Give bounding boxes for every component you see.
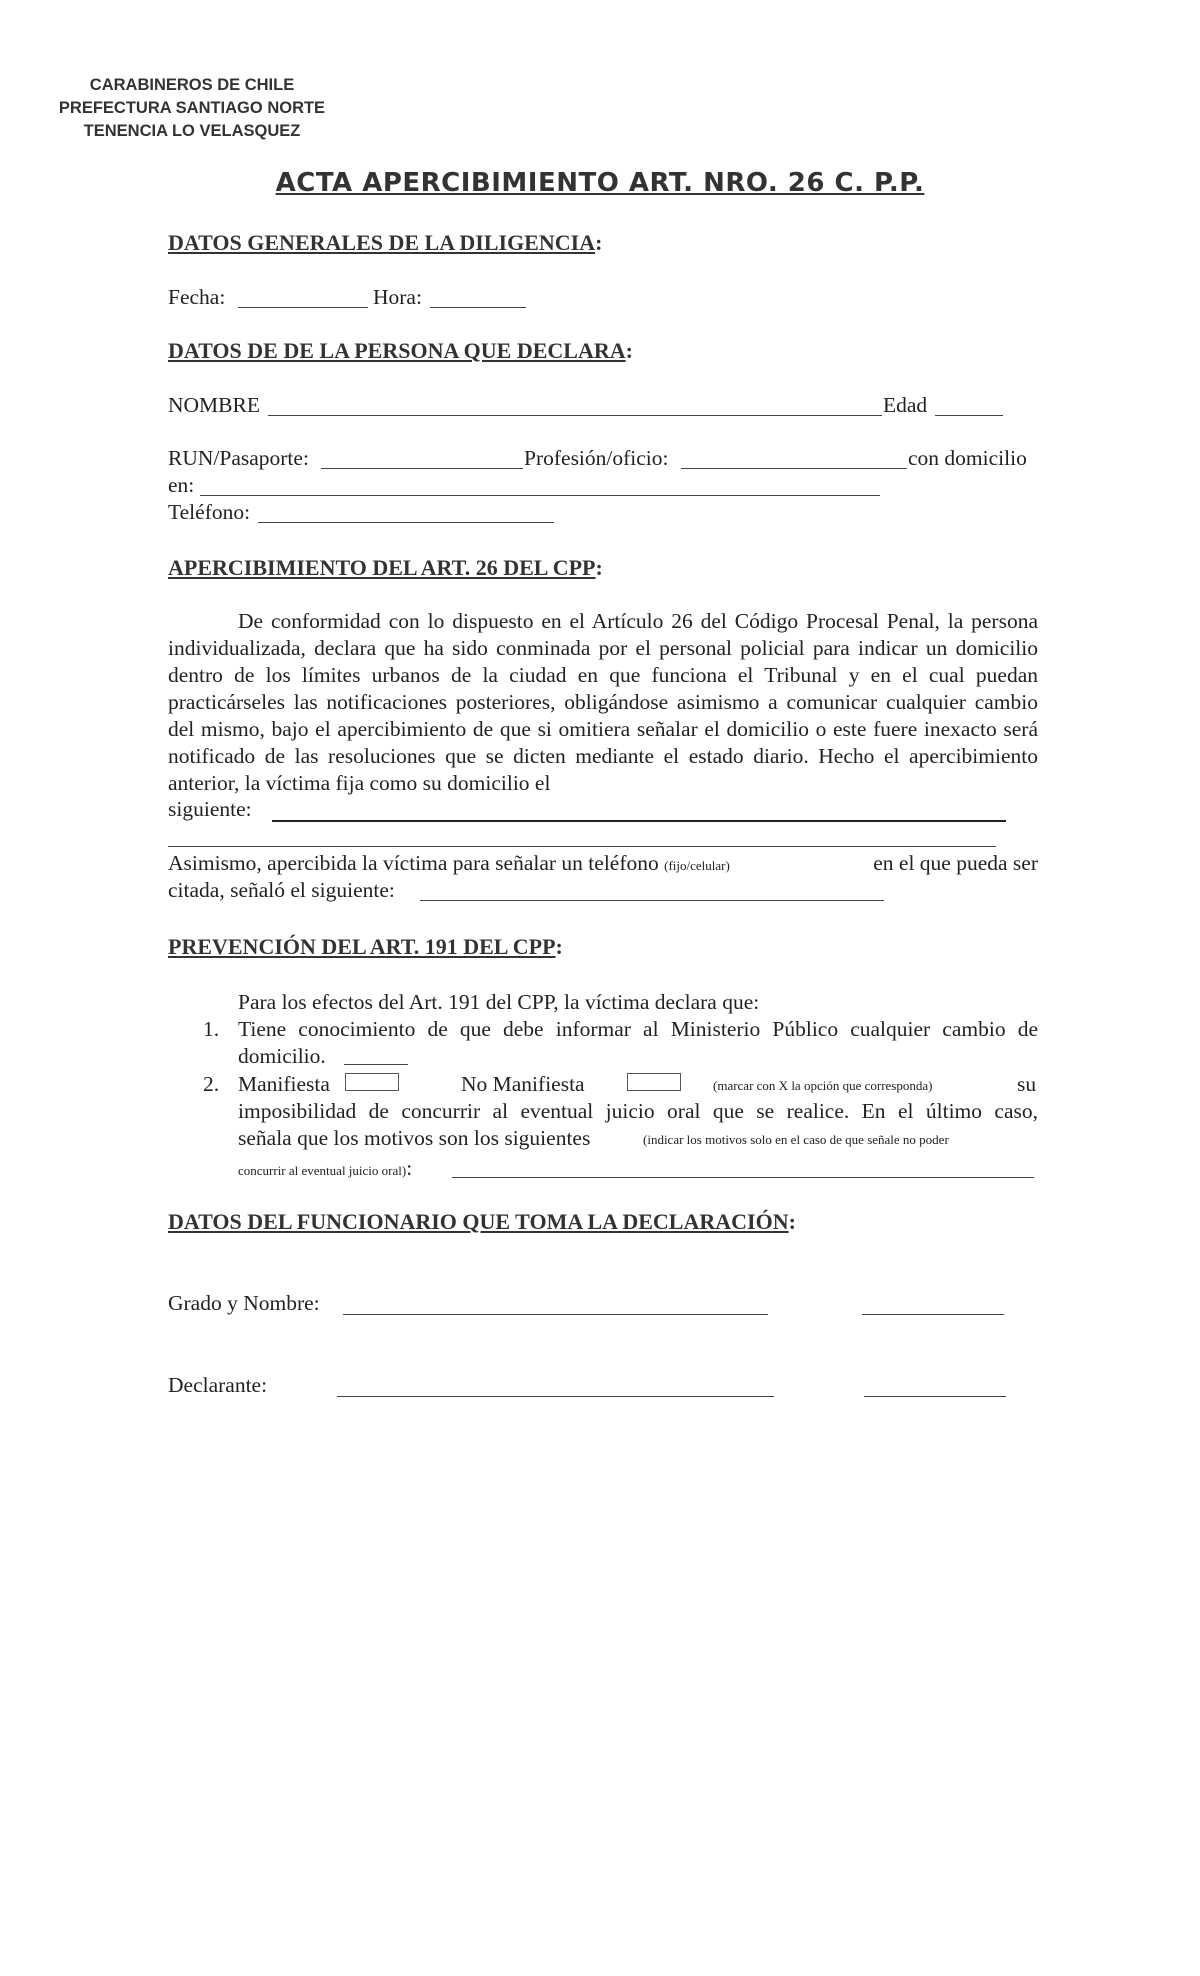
prevencion-intro: Para los efectos del Art. 191 del CPP, la víctima declara que: bbox=[238, 990, 760, 1014]
fijo-celular-note: (fijo/celular) bbox=[664, 858, 730, 873]
siguiente-label: siguiente: bbox=[168, 797, 252, 821]
header-line-3: TENENCIA LO VELASQUEZ bbox=[83, 122, 301, 140]
citada-label: citada, señaló el siguiente: bbox=[168, 878, 395, 902]
siguiente-field[interactable] bbox=[272, 820, 1006, 822]
header-line-1: CARABINEROS DE CHILE bbox=[89, 76, 295, 94]
hora-label: Hora: bbox=[373, 285, 422, 309]
section-apercibimiento-heading: APERCIBIMIENTO DEL ART. 26 DEL CPP bbox=[168, 555, 596, 580]
telefono-field[interactable] bbox=[258, 522, 554, 523]
item1-number: 1. bbox=[203, 1017, 220, 1041]
header-line-2: PREFECTURA SANTIAGO NORTE bbox=[58, 99, 326, 117]
item2-line3 bbox=[238, 1126, 590, 1151]
section-prevencion: PREVENCIÓN DEL ART. 191 DEL CPP: bbox=[168, 934, 563, 959]
item1-line2: domicilio. bbox=[238, 1044, 326, 1068]
su-text: su bbox=[1017, 1072, 1037, 1096]
document-title: ACTA APERCIBIMIENTO ART. NRO. 26 C. P.P. bbox=[275, 168, 925, 198]
no-manifiesta-checkbox[interactable] bbox=[627, 1073, 681, 1091]
telefono-paragraph-line1 bbox=[168, 851, 1038, 876]
domicilio-field[interactable] bbox=[200, 495, 880, 496]
domicilio-label: con domicilio bbox=[908, 446, 1027, 470]
section-funcionario: DATOS DEL FUNCIONARIO QUE TOMA LA DECLARACIÓN: bbox=[168, 1209, 796, 1234]
edad-field[interactable] bbox=[935, 415, 1003, 416]
section-persona-declara-heading: DATOS DE DE LA PERSONA QUE DECLARA bbox=[168, 338, 626, 363]
section-persona-declara: DATOS DE DE LA PERSONA QUE DECLARA: bbox=[168, 338, 633, 363]
indicar-note-line: concurrir al eventual juicio oral): bbox=[238, 1156, 413, 1180]
section-datos-generales-heading: DATOS GENERALES DE LA DILIGENCIA bbox=[168, 230, 596, 255]
fecha-field[interactable] bbox=[238, 307, 368, 308]
hora-field[interactable] bbox=[430, 307, 526, 308]
nombre-label: NOMBRE bbox=[168, 393, 260, 417]
telefono-paragraph-a: Asimismo, apercibida la víctima para señalar un teléfono bbox=[168, 851, 659, 875]
motivos-field[interactable] bbox=[452, 1177, 1034, 1178]
item1-underline bbox=[344, 1064, 408, 1065]
profesion-field[interactable] bbox=[681, 468, 907, 469]
apercibimiento-paragraph bbox=[168, 608, 1038, 797]
item2-line3-text: señala que los motivos son los siguientes bbox=[238, 1126, 591, 1150]
indicar-note-a: (indicar los motivos solo en el caso de que señale no poder bbox=[643, 1132, 949, 1147]
manifiesta-checkbox[interactable] bbox=[345, 1073, 399, 1091]
section-prevencion-heading: PREVENCIÓN DEL ART. 191 DEL CPP bbox=[168, 934, 556, 959]
section-datos-generales: DATOS GENERALES DE LA DILIGENCIA: bbox=[168, 230, 603, 255]
section-apercibimiento: APERCIBIMIENTO DEL ART. 26 DEL CPP: bbox=[168, 555, 603, 580]
telefono-label: Teléfono: bbox=[168, 500, 251, 524]
profesion-label: Profesión/oficio: bbox=[524, 446, 669, 470]
en-label: en: bbox=[168, 473, 195, 497]
grado-nombre-field[interactable] bbox=[343, 1314, 768, 1315]
run-label: RUN/Pasaporte: bbox=[168, 446, 309, 470]
fecha-label: Fecha: bbox=[168, 285, 226, 309]
nombre-field[interactable] bbox=[268, 415, 882, 416]
item1-line1: Tiene conocimiento de que debe informar al Ministerio Público cualquier cambio de bbox=[238, 1017, 1038, 1041]
declarante-label: Declarante: bbox=[168, 1373, 268, 1397]
section-funcionario-heading: DATOS DEL FUNCIONARIO QUE TOMA LA DECLARACIÓN bbox=[168, 1209, 789, 1234]
institution-header bbox=[56, 74, 328, 143]
telefono-paragraph-b: en el que pueda ser bbox=[873, 851, 1038, 875]
run-field[interactable] bbox=[321, 468, 523, 469]
apercibimiento-text: De conformidad con lo dispuesto en el Artículo 26 del Código Procesal Penal, la persona individualizada, declara que ha sido conminada por el personal policial para indicar un domicilio dentro de los límites urbanos de la ciudad en que funciona el Tribunal y en el cual puedan practicárseles las notificaciones posteriores, obligándose asimismo a comunicar cualquier cambio del mismo, bajo el apercibimiento de que si omitiera señalar el domicilio o este fuere inexacto será notificado de las resoluciones que se dicten mediante el estado diario. Hecho el apercibimiento anterior, la víctima fija como su domicilio el bbox=[168, 609, 1038, 795]
no-manifiesta-label: No Manifiesta bbox=[461, 1072, 585, 1096]
grado-firma-field[interactable] bbox=[862, 1314, 1004, 1315]
citada-telefono-field[interactable] bbox=[420, 900, 884, 901]
marcar-note: (marcar con X la opción que corresponda) bbox=[713, 1078, 933, 1093]
declarante-nombre-field[interactable] bbox=[337, 1396, 774, 1397]
item2-line2: imposibilidad de concurrir al eventual juicio oral que se realice. En el último caso, bbox=[238, 1099, 1038, 1123]
siguiente-field-continued[interactable] bbox=[168, 846, 996, 847]
edad-label: Edad bbox=[883, 393, 928, 417]
grado-nombre-label: Grado y Nombre: bbox=[168, 1291, 320, 1315]
indicar-note-b: concurrir al eventual juicio oral) bbox=[238, 1163, 407, 1178]
declarante-firma-field[interactable] bbox=[864, 1396, 1006, 1397]
manifiesta-label: Manifiesta bbox=[238, 1072, 330, 1096]
item2-number: 2. bbox=[203, 1072, 220, 1096]
